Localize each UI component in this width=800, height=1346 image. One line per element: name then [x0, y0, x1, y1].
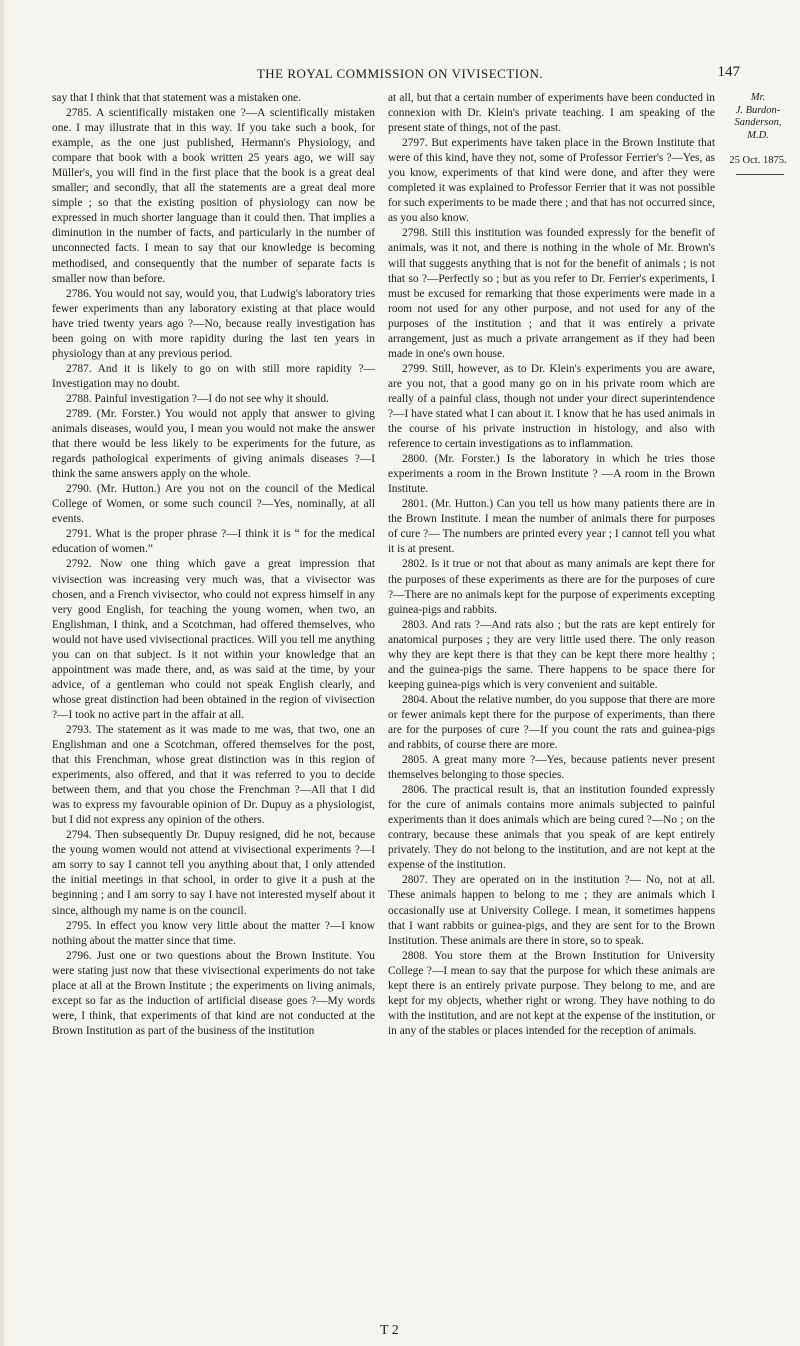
- paragraph: 2793. The statement as it was made to me was, that two, one an Englishman and one a Scotchman, offered themselves for the post, that this Frenchman, whose great distinction was in this region of experiments, also offered, and that it was referred to you to decide between them, and that you chose the Frenchman ?—All that I did was to express my favourable opinion of Dr. Dupuy as a physiologist, but I did not express any opinion of the others.: [52, 723, 375, 827]
- paragraph: 2789. (Mr. Forster.) You would not apply that answer to giving animals diseases, would you, I mean you would not make the answer that there would be less likely to be experiments for the future, as regards pathological experiments of giving animals diseases ?—I think the same answers apply on the whole.: [52, 407, 375, 481]
- paragraph: 2805. A great many more ?—Yes, because patients never present themselves belonging to those species.: [388, 754, 715, 782]
- paragraph: 2791. What is the proper phrase ?—I think it is “ for the medical education of women.”: [52, 528, 375, 556]
- running-title: THE ROYAL COMMISSION ON VIVISECTION.: [256, 66, 544, 81]
- paragraph: 2786. You would not say, would you, that Ludwig's laboratory tries fewer experiments than any laboratory existing at that place would have tried twenty years ago ?—No, because really investigation has been going on with more rapidity during the last ten years in physiology than at any previous period.: [52, 287, 375, 360]
- paragraph: 2785. A scientifically mistaken one ?—A scientifically mistaken one. I may illustrate that in this way. If you take such a book, for example, as the one just published, Hermann's Physiology, and compare that book with a book written 25 years ago, we will say Müller's, you will find in the first place that the book is a great deal smaller; and secondly, that all the statements are a great deal more simple ; so that the existing position of physiology can now be expressed in much shorter language than it could then. That implies a diminution in the number of facts, and particularly in the number of unconnected facts. I mean to say that our knowledge is becoming methodised, and consequently that the number of separate facts is smaller now than before.: [52, 107, 375, 285]
- paragraph: 2792. Now one thing which gave a great impression that vivisection was increasing very much was, that a vivisector was chosen, and a French vivisector, who could not express himself in any very good English, for teaching the young women, when two, an Englishman, I think, and a Scotchman, had offered themselves, who would not have used vivisectional practices. Will you tell me anything you can on that subject. Is it not within your knowledge that an appointment was made there, and, as was said at the time, by your advice, of a gentleman who could not speak English clearly, and whose great distinction had been obtained in the region of vivisection ?—I took no active part in the affair at all.: [52, 558, 375, 721]
- signature-mark: T 2: [380, 1323, 399, 1338]
- paragraph: 2796. Just one or two questions about the Brown Institute. You were stating just now that these vivisectional experiments do not take place at all at the Brown Institute ; the experiments on living animals, except so far as the induction of artificial disease goes ?—My words were, I think, that experiments of that kind are not conducted at the Brown Institution as part of the business of the institution: [52, 949, 375, 1037]
- witness-label: Mr.: [750, 92, 766, 103]
- paragraph: 2804. About the relative number, do you suppose that there are more or fewer animals kept there for the purpose of experiments, than there are for the purposes of cure ?—If you count the rats and guinea-pigs and rabbits, of course there are more.: [388, 693, 715, 752]
- right-column: [388, 91, 715, 1317]
- margin-date: 25 Oct. 1875.: [729, 155, 787, 166]
- paragraph: 2808. You store them at the Brown Institution for University College ?—I mean to say that the purpose for which these animals are kept there is an entirely private purpose. They belong to me, and are kept for my objects, whether right or wrong. They have nothing to do with the institution, and are not kept at the expense of the institution, or in any of the stables or places intended for the reception of animals.: [388, 949, 715, 1037]
- paragraph: 2795. In effect you know very little about the matter ?—I know nothing about the matter since that time.: [52, 919, 375, 947]
- witness-name: J. Burdon-Sanderson, M.D.: [734, 104, 782, 141]
- witness-margin-note: [726, 92, 790, 142]
- paragraph: 2807. They are operated on in the institution ?— No, not at all. These animals happen to belong to me ; they are animals which I occasionally use at University College. I mean, it sometimes happens that I want rabbits or guinea-pigs, and they are sent for to the Brown Institution. These animals are there in store, so to speak.: [388, 874, 715, 947]
- page-number: 147: [717, 64, 740, 80]
- paragraph: 2794. Then subsequently Dr. Dupuy resigned, did he not, because the young women would not attend at vivisectional experiments ?—I am sorry to say I cannot tell you anything about that, I only attended the initial meetings in that school, in order to give it a push at the beginning ; and I am sorry to say I have not interested myself about it since, although my name is on the council.: [52, 829, 375, 917]
- paragraph: 2790. (Mr. Hutton.) Are you not on the council of the Medical College of Women, or some such council ?—Yes, nominally, at all events.: [52, 483, 375, 526]
- paragraph: 2787. And it is likely to go on with still more rapidity ?—Investigation may no doubt.: [52, 362, 375, 390]
- paragraph: 2798. Still this institution was founded expressly for the benefit of animals, was it not, and there is nothing in the whole of Mr. Brown's will that suggests anything that is not for the benefit of animals ; is not that so ?—Perfectly so ; but as you refer to Dr. Ferrier's experiments, I must be excused for remarking that those experiments were made in a room not used for any other purpose, and not used for any of the purposes of the institution ; and that it was entirely a private arrangement, just as much a private arrangement as if they had been made in one's own house.: [388, 227, 715, 360]
- paragraph: at all, but that a certain number of experiments have been conducted in connexion with Dr. Klein's private teaching. I am speaking of the present state of things, not of the past.: [388, 92, 715, 135]
- paragraph: 2799. Still, however, as to Dr. Klein's experiments you are aware, are you not, that a good many go on in his private room which are really of a painful class, though not under your direct superintendence ?—I have stated what I can about it. I know that he has used animals in the course of his private instruction in histology, and also with reference to certain investigations as to inflammation.: [388, 362, 715, 451]
- paragraph: 2802. Is it true or not that about as many animals are kept there for the purposes of these experiments as there are for the purposes of cure ?—There are no animals kept for the purpose of experiments excepting guinea-pigs and rabbits.: [388, 558, 715, 616]
- paragraph: 2788. Painful investigation ?—I do not see why it should.: [66, 392, 329, 405]
- left-column: [52, 91, 375, 1317]
- paragraph: say that I think that that statement was a mistaken one.: [52, 92, 301, 104]
- page-edge-shadow: [0, 0, 4, 1346]
- paragraph: 2801. (Mr. Hutton.) Can you tell us how many patients there are in the Brown Institute. I mean the number of animals there for purposes of cure ?— The numbers are printed every year ; I cannot tell you what it is at present.: [388, 498, 715, 556]
- paragraph: 2806. The practical result is, that an institution founded expressly for the cure of animals contains more animals subjected to painful experiments than it does animals which are being cured ?—No ; on the contrary, because these animals that you speak of are kept entirely privately. They do not belong to the institution, and are not kept at the expense of the institution.: [388, 784, 715, 872]
- paragraph: 2803. And rats ?—And rats also ; but the rats are kept entirely for anatomical purposes ; they are very little used there. The only reason why they are kept there is that they can be kept there more healthy ; and the guinea-pigs the same. There happens to be space there for keeping guinea-pigs which is very convenient and suitable.: [388, 618, 715, 691]
- paragraph: 2797. But experiments have taken place in the Brown Institute that were of this kind, have they not, some of Professor Ferrier's ?—Yes, as you know, experiments of that kind were done, and after they were completed it was explained to Professor Ferrier that it was not possible for such experiments to be made there ; and that has not occurred since, as you also know.: [388, 137, 715, 225]
- paragraph: 2800. (Mr. Forster.) Is the laboratory in which he tries those experiments a room in the Brown Institute ? —A room in the Brown Institute.: [388, 453, 715, 496]
- margin-rule: [736, 174, 784, 175]
